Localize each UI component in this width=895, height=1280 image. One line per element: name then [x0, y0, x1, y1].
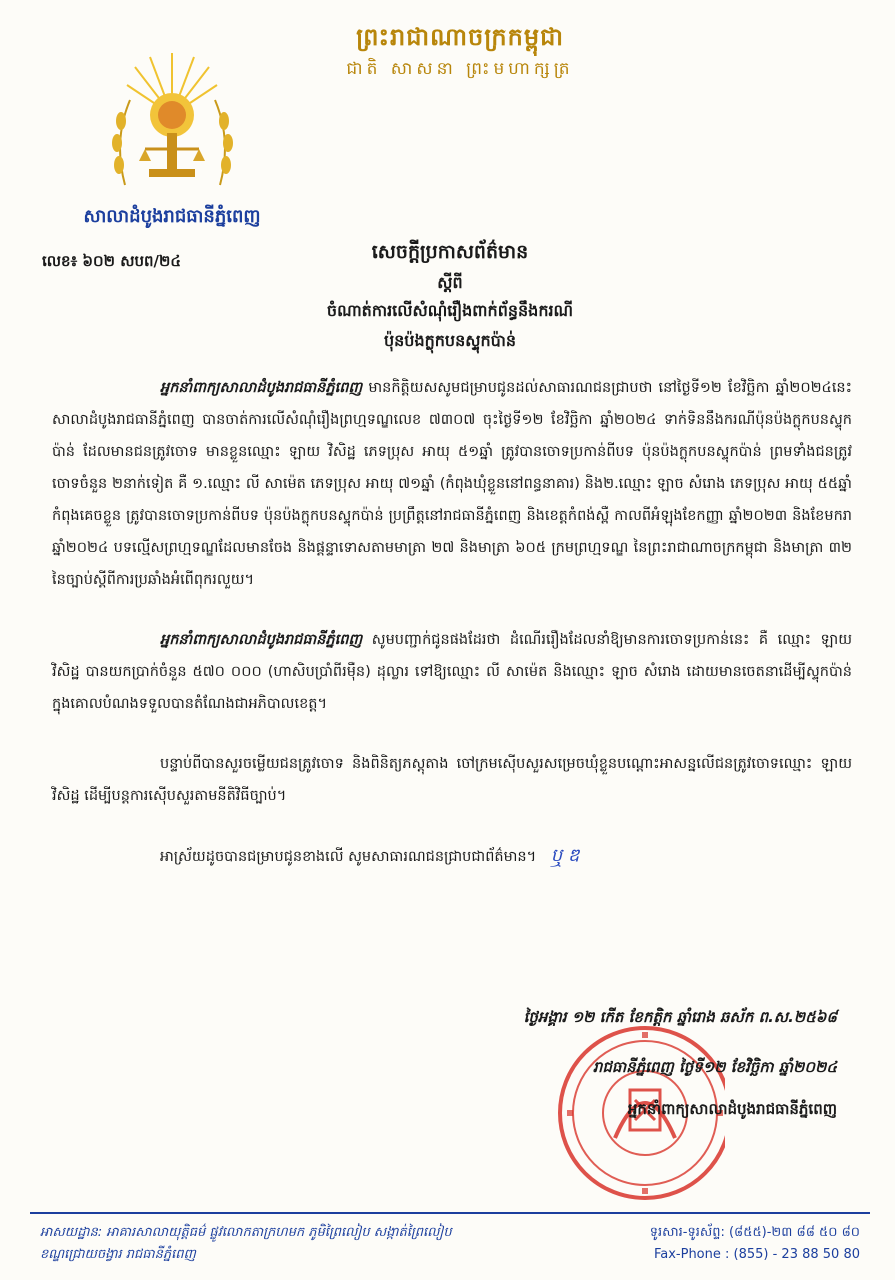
speaker-label: អ្នកនាំពាក្យសាលាដំបូងរាជធានីភ្នំពេញ — [160, 632, 363, 648]
document-subject-line1: ចំណាត់ការលើសំណុំរឿងពាក់ព័ន្ធនឹងករណី — [326, 301, 574, 320]
document-body — [52, 372, 852, 873]
lunar-date: ថ្ងៃអង្គារ ១២ កើត ខែកត្តិក ឆ្នាំរោង ឆស័ក ព.ស.២៥៦៨ — [523, 1008, 837, 1026]
phone-khmer: ទូរសារ-ទូរស័ព្ទ: (៨៥៥)-២៣ ៨៨ ៥០ ៨០ — [649, 1225, 860, 1240]
paragraph-2 — [52, 624, 852, 720]
speaker-label: អ្នកនាំពាក្យសាលាដំបូងរាជធានីភ្នំពេញ — [160, 380, 363, 396]
paragraph-2-text: សូមបញ្ជាក់ជូនផងដែរថា ដំណើររឿងដែលនាំឱ្យមានការចោទប្រកាន់នេះ គឺ ឈ្មោះ ឡាយ វិសិដ្ឋ បានយកប្រាក់ចំនួន ៥៧០ ០០០ (ហាសិបប្រាំពីរម៉ឺន) ដុល្លារ ទៅឱ្យឈ្មោះ លី សាម៉េត និងឈ្មោះ ឡាច សំរោង ដោយមានចេតនាដើម្បីស្ទុកប៉ាន់ក្នុងគោលបំណងទទួលបានតំណែងជាអភិបាលខេត្ត។ — [52, 632, 852, 712]
paragraph-1 — [52, 372, 852, 596]
reference-number: លេខ៖ ៦០២ សបព/២៤ — [42, 252, 181, 270]
paragraph-3 — [52, 748, 852, 812]
document-subject-line2: ប៉ុនប៉ងក្លុកបនស្ទុកប៉ាន់ — [383, 331, 517, 350]
kingdom-title: ព្រះរាជាណាចក្រកម្ពុជា — [356, 23, 564, 51]
address-block — [40, 1222, 580, 1266]
paragraph-3-text: បន្ទាប់ពីបានសួរចម្លើយជនត្រូវចោទ និងពិនិត្យភស្តុតាង ចៅក្រមស៊ើបសួរសម្រេចឃុំខ្លួនបណ្តោះអាសន្នលើជនត្រូវចោទឈ្មោះ ឡាយ វិសិដ្ឋ ដើម្បីបន្តការស៊ើបសួរតាមនីតិវិធីច្បាប់។ — [52, 756, 852, 804]
closing-text: អាស្រ័យដូចបានជម្រាបជូនខាងលើ សូមសាធារណជនជ្រាបជាព័ត៌មាន។ — [160, 849, 537, 865]
court-name: សាលាដំបូងរាជធានីភ្នំពេញ — [83, 206, 261, 227]
paragraph-1-text: មានកិត្តិយសសូមជម្រាបជូនដល់សាធារណជនជ្រាបថា នៅថ្ងៃទី១២ ខែវិច្ឆិកា ឆ្នាំ២០២៤នេះ សាលាដំបូងរាជធានីភ្នំពេញ បានចាត់ការលើសំណុំរឿងព្រហ្មទណ្ឌលេខ ៧៣០៧ ចុះថ្ងៃទី១២ ខែវិច្ឆិកា ឆ្នាំ២០២៤ ទាក់ទិននឹងករណីប៉ុនប៉ងក្លុកបនស្ទុកប៉ាន់ ដែលមានជនត្រូវចោទ មានខ្លួនឈ្មោះ ឡាយ វិសិដ្ឋ ភេទប្រុស អាយុ ៥១ឆ្នាំ ត្រូវបានចោទប្រកាន់ពីបទ ប៉ុនប៉ងក្លុកបនស្ទុកប៉ាន់ ព្រមទាំងជនត្រូវចោទចំនួន ២នាក់ទៀត គឺ ១.ឈ្មោះ លី សាម៉េត ភេទប្រុស អាយុ ៧១ឆ្នាំ (កំពុងឃុំខ្លួននៅពន្ធនាគារ) និង២.ឈ្មោះ ឡាច សំរោង ភេទប្រុស អាយុ ៥៥ឆ្នាំ កំពុងគេចខ្លួន ត្រូវបានចោទប្រកាន់ពីបទ ប៉ុនប៉ងក្លុកបនស្ទុកប៉ាន់ ប្រព្រឹត្តនៅរាជធានីភ្នំពេញ និងខេត្តកំពង់ស្ពឺ កាលពីអំឡុងខែកញ្ញា ឆ្នាំ២០២៣ និងខែមករា ឆ្នាំ២០២៤ បទល្មើសព្រហ្មទណ្ឌដែលមានចែង និងផ្តន្ទាទោសតាមមាត្រា ២៧ និងមាត្រា ៦០៥ ក្រមព្រហ្មទណ្ឌ នៃព្រះរាជាណាចក្រកម្ពុជា និងមាត្រា ៣២ នៃច្បាប់ស្តីពីការប្រឆាំងអំពើពុករលួយ។ — [52, 380, 852, 588]
closing-line — [52, 840, 852, 873]
court-emblem-icon — [105, 45, 240, 195]
document-title: សេចក្តីប្រកាសព័ត៌មាន — [371, 241, 529, 263]
national-motto: ជាតិ សាសនា ព្រះមហាក្សត្រ — [346, 59, 574, 79]
place-date: រាជធានីភ្នំពេញ ថ្ងៃទី១២ ខែវិច្ឆិកា ឆ្នាំ២០២៤ — [592, 1058, 837, 1076]
document-subject-label: ស្តីពី — [437, 273, 463, 292]
footer-divider — [30, 1212, 870, 1214]
address-line-1: អាសយដ្ឋាន: អាគារសាលាយុត្តិធម៌ ផ្លូវលោកតាក្រហមក ភូមិព្រៃលៀប សង្កាត់ព្រៃលៀប — [40, 1225, 452, 1240]
address-line-2: ខណ្ឌជ្រោយចង្វារ រាជធានីភ្នំពេញ — [40, 1247, 196, 1262]
phone-english: Fax-Phone : (855) - 23 88 50 80 — [653, 1247, 860, 1262]
handwritten-initials: ឬ ឌ — [550, 845, 580, 866]
signatory-title: អ្នកនាំពាក្យសាលាដំបូងរាជធានីភ្នំពេញ — [627, 1100, 837, 1118]
contact-block — [600, 1222, 860, 1266]
